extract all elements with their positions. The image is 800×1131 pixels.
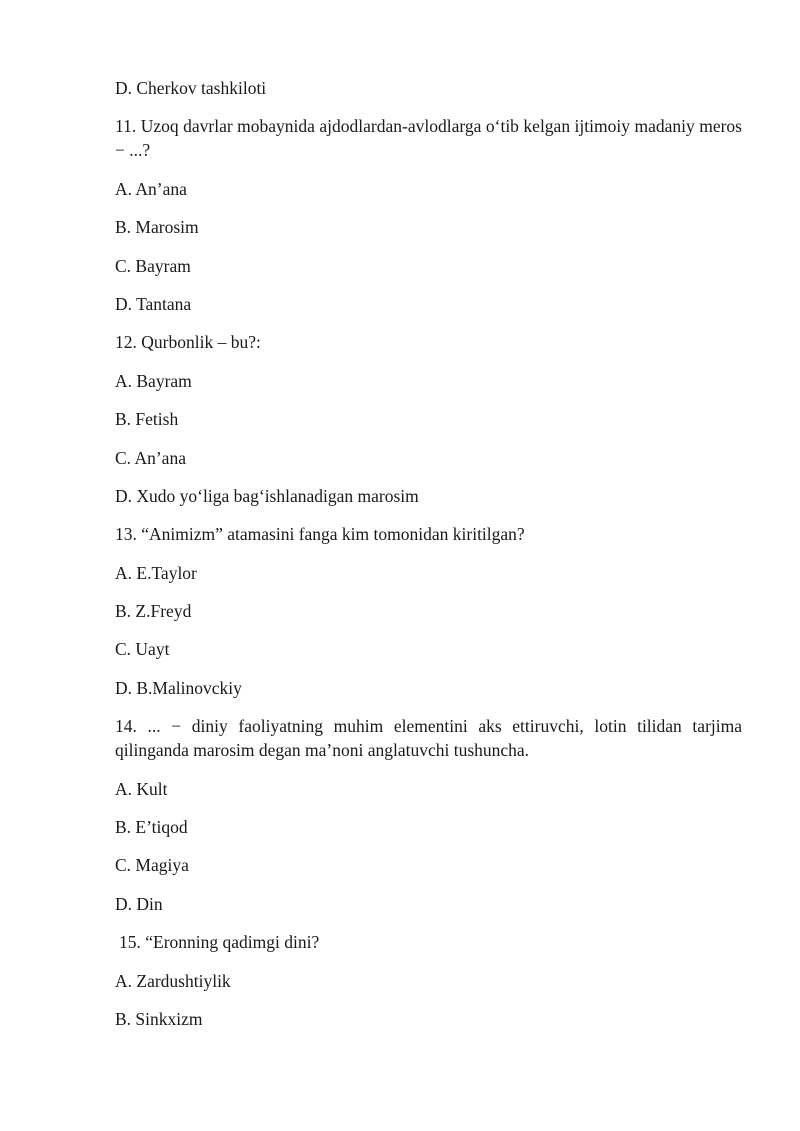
question-text: 11. Uzoq davrlar mobaynida ajdodlardan-avlodlarga o‘tib kelgan ijtimoiy madaniy meros − ...? [115,116,742,161]
answer-option: D. Din [115,893,163,914]
answer-option: D. Tantana [115,293,192,314]
question-text: 12. Qurbonlik – bu?: [115,332,261,353]
answer-option: C. Uayt [115,639,170,660]
answer-option: A. Kult [115,778,168,799]
answer-option: D. Xudo yo‘liga bag‘ishlanadigan marosim [115,485,419,506]
answer-option: A. An’ana [115,178,187,199]
answer-option: C. Bayram [115,255,191,276]
answer-option: C. Magiya [115,855,189,876]
answer-option: B. Fetish [115,409,179,430]
answer-option: A. E.Taylor [115,562,197,583]
question-text: 13. “Animizm” atamasini fanga kim tomonidan kiritilgan? [115,524,525,545]
answer-option: B. Sinkxizm [115,1008,203,1029]
answer-option: A. Zardushtiylik [115,970,231,991]
answer-option: C. An’ana [115,447,186,468]
question-text: 15. “Eronning qadimgi dini? [119,932,320,953]
answer-option: D. Cherkov tashkiloti [115,78,267,98]
answer-option: A. Bayram [115,370,192,391]
answer-option: D. B.Malinovckiy [115,677,242,698]
document-content [115,76,742,1045]
answer-option: B. E’tiqod [115,817,188,838]
answer-option: B. Marosim [115,217,199,238]
question-text: 14. ... − diniy faoliyatning muhim elementini aks ettiruvchi, lotin tilidan tarjima qilinganda marosim degan ma’noni anglatuvchi tushuncha. [115,716,742,761]
answer-option: B. Z.Freyd [115,601,192,622]
